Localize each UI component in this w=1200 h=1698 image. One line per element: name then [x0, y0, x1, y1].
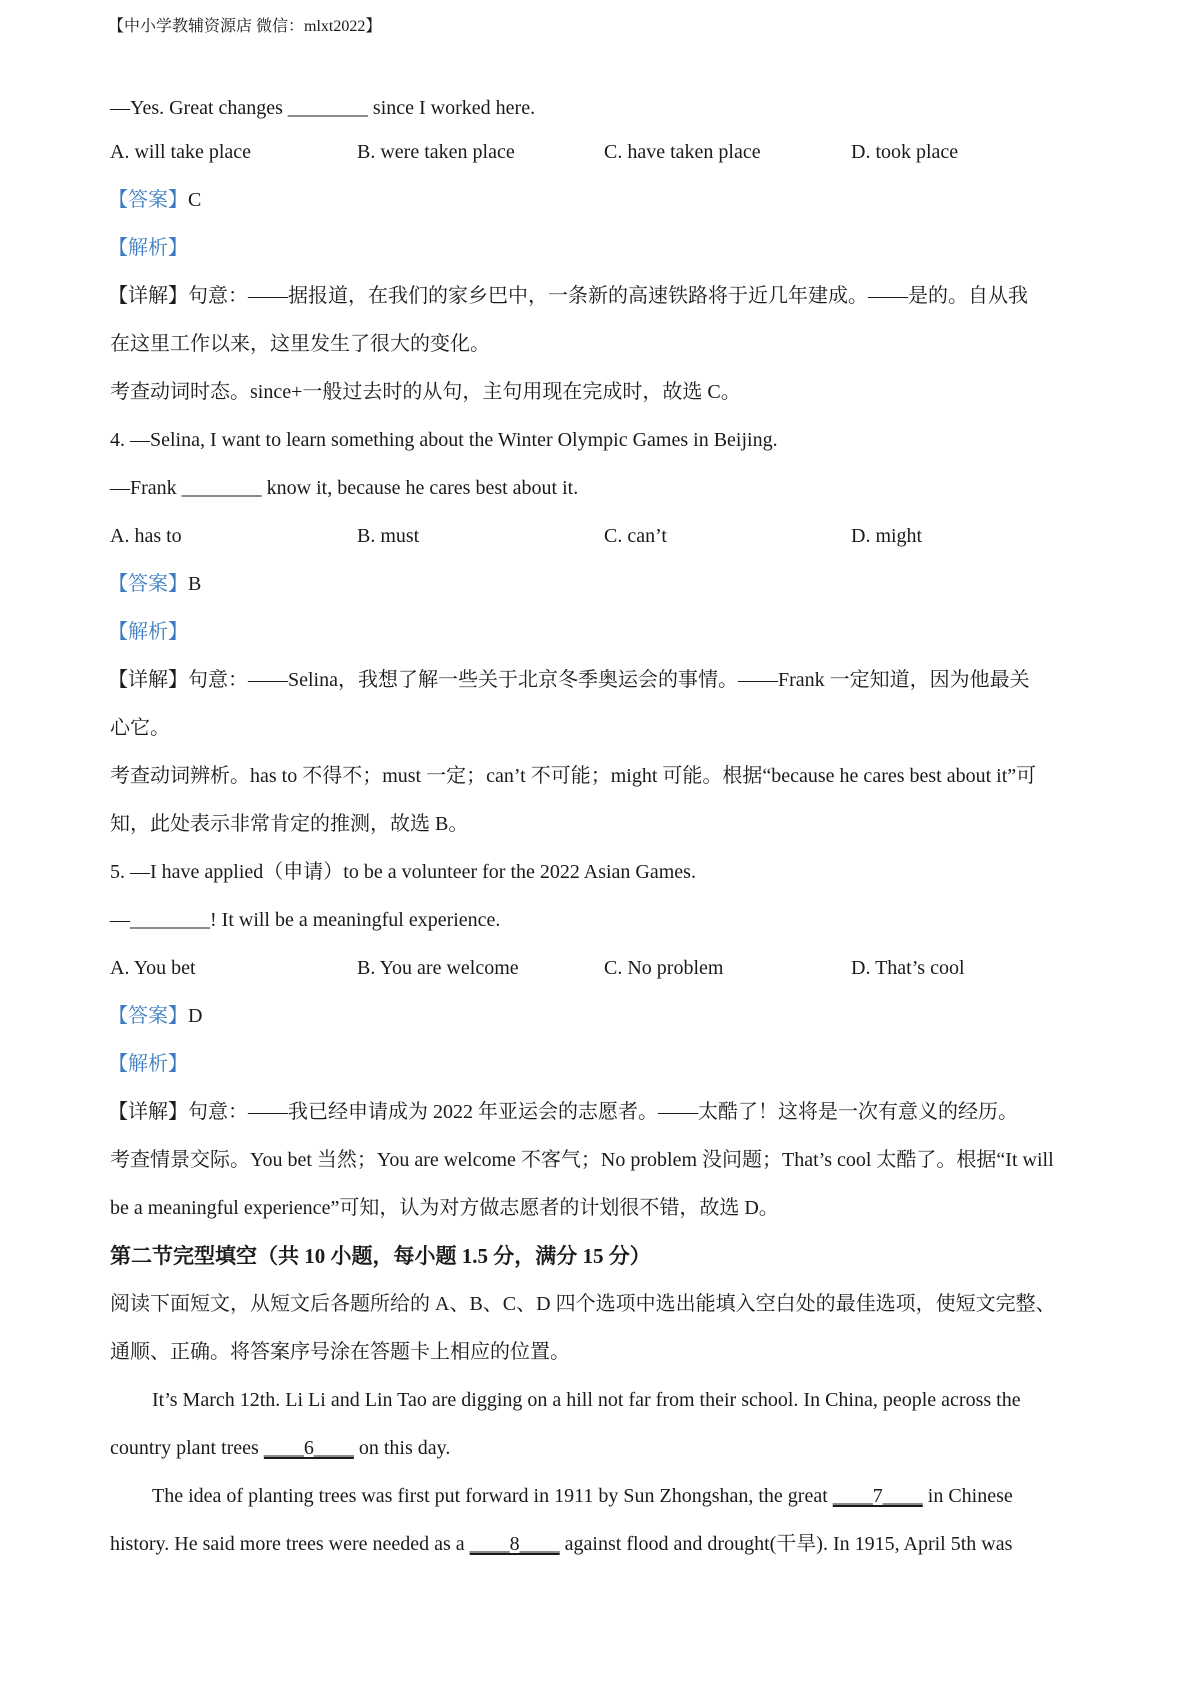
- q4-detail-3: 考查动词辨析。has to 不得不；must 一定；can’t 不可能；might 可能。根据“because he cares best about it”可: [110, 765, 1037, 787]
- blank-6: ____6____: [263, 1437, 354, 1459]
- detail-label: 【详解】: [108, 1101, 188, 1123]
- q5-option-b: B. You are welcome: [357, 957, 519, 979]
- q4-detail-2: 心它。: [110, 717, 170, 739]
- q5-option-a: A. You bet: [110, 957, 196, 979]
- q5-answer: [108, 1002, 202, 1030]
- q4-option-b: B. must: [357, 525, 420, 547]
- section-instruction-1: 阅读下面短文，从短文后各题所给的 A、B、C、D 四个选项中选出能填入空白处的最佳选项，使短文完整、: [110, 1293, 1056, 1315]
- q4-option-d: D. might: [851, 525, 923, 547]
- q3-option-c: C. have taken place: [604, 141, 761, 163]
- q3-detail-2: 在这里工作以来，这里发生了很大的变化。: [110, 333, 490, 355]
- passage-p2-line1: [152, 1482, 1013, 1510]
- q4-detail-4: 知，此处表示非常肯定的推测，故选 B。: [110, 813, 469, 835]
- blank-8: ____8____: [469, 1533, 560, 1555]
- q4-dialogue-line: —Frank ________ know it, because he cares best about it.: [110, 477, 579, 499]
- answer-value: D: [188, 1005, 203, 1027]
- detail-label: 【详解】: [108, 669, 188, 691]
- q5-detail-2: 考查情景交际。You bet 当然；You are welcome 不客气；No problem 没问题；That’s cool 太酷了。根据“It will: [110, 1149, 1054, 1171]
- passage-p1-line2: [110, 1434, 450, 1462]
- section-instruction-2: 通顺、正确。将答案序号涂在答题卡上相应的位置。: [110, 1341, 570, 1363]
- answer-label: 【答案】: [108, 573, 188, 595]
- q5-detail-3: be a meaningful experience”可知，认为对方做志愿者的计划很不错，故选 D。: [110, 1197, 779, 1219]
- page-header: 【中小学教辅资源店 微信：mlxt2022】: [108, 18, 382, 35]
- passage-text: The idea of planting trees was first put forward in 1911 by Sun Zhongshan, the great: [152, 1485, 833, 1507]
- q3-option-b: B. were taken place: [357, 141, 515, 163]
- q4-option-c: C. can’t: [604, 525, 667, 547]
- passage-text: in Chinese: [922, 1485, 1013, 1507]
- passage-text: country plant trees: [110, 1437, 264, 1459]
- q4-question-line: 4. —Selina, I want to learn something about the Winter Olympic Games in Beijing.: [110, 429, 778, 451]
- answer-label: 【答案】: [108, 189, 188, 211]
- q5-detail-1: [108, 1098, 1018, 1126]
- q5-option-d: D. That’s cool: [851, 957, 965, 979]
- q3-dialogue-line: —Yes. Great changes ________ since I worked here.: [110, 97, 536, 119]
- q5-analysis-label: 【解析】: [108, 1053, 188, 1075]
- answer-value: C: [188, 189, 202, 211]
- detail-text: 句意：——据报道，在我们的家乡巴中，一条新的高速铁路将于近几年建成。——是的。自从我: [188, 285, 1028, 307]
- detail-text: 句意：——Selina，我想了解一些关于北京冬季奥运会的事情。——Frank 一定知道，因为他最关: [188, 669, 1030, 691]
- q3-option-d: D. took place: [851, 141, 959, 163]
- q5-question-line: 5. —I have applied（申请）to be a volunteer for the 2022 Asian Games.: [110, 861, 696, 883]
- passage-text: against flood and drought(干旱). In 1915, April 5th was: [559, 1533, 1013, 1555]
- passage-p1-line1: It’s March 12th. Li Li and Lin Tao are digging on a hill not far from their school. In China, people across the: [152, 1389, 1021, 1411]
- q3-analysis-label: 【解析】: [108, 237, 188, 259]
- q3-answer: [108, 186, 201, 214]
- answer-value: B: [188, 573, 202, 595]
- q5-dialogue-line: —________! It will be a meaningful experience.: [110, 909, 501, 931]
- passage-p2-line2: [110, 1530, 1012, 1558]
- section-title: 第二节完型填空（共 10 小题，每小题 1.5 分，满分 15 分）: [110, 1244, 651, 1268]
- q5-option-c: C. No problem: [604, 957, 724, 979]
- detail-text: 句意：——我已经申请成为 2022 年亚运会的志愿者。——太酷了！这将是一次有意义的经历。: [188, 1101, 1018, 1123]
- q3-detail-3: 考查动词时态。since+一般过去时的从句，主句用现在完成时，故选 C。: [110, 381, 741, 403]
- q3-option-a: A. will take place: [110, 141, 252, 163]
- q4-analysis-label: 【解析】: [108, 621, 188, 643]
- q3-detail-1: [108, 282, 1028, 310]
- q4-answer: [108, 570, 201, 598]
- q4-option-a: A. has to: [110, 525, 182, 547]
- q4-detail-1: [108, 666, 1030, 694]
- blank-7: ____7____: [832, 1485, 923, 1507]
- passage-text: on this day.: [353, 1437, 451, 1459]
- detail-label: 【详解】: [108, 285, 188, 307]
- passage-text: history. He said more trees were needed as a: [110, 1533, 470, 1555]
- answer-label: 【答案】: [108, 1005, 188, 1027]
